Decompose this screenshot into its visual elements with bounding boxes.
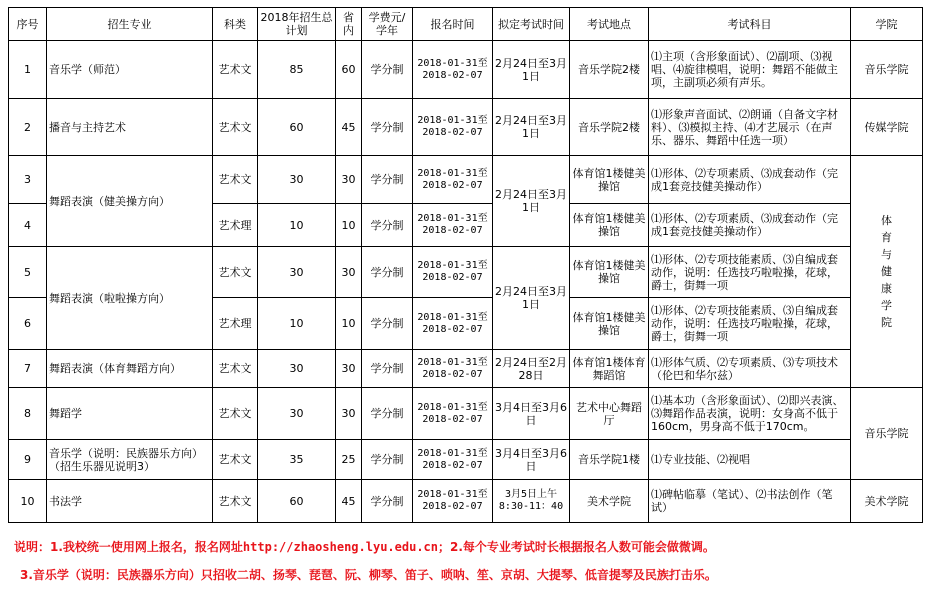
- row-plan: 60: [258, 99, 336, 156]
- row-plan: 10: [258, 298, 336, 350]
- row-location: 音乐学院2楼: [570, 99, 649, 156]
- row-subjects: ⑴主项（含形象面试）、⑵副项、⑶视唱、⑷旋律模唱，说明：舞蹈不能做主项，主副项必须有声乐。: [649, 41, 851, 99]
- row-category: 艺术文: [213, 247, 258, 298]
- table-row: [9, 156, 923, 204]
- row-category: 艺术文: [213, 350, 258, 388]
- row-major: 书法学: [47, 480, 213, 523]
- header-tuition: 学费元/学年: [362, 8, 413, 41]
- row-plan: 10: [258, 204, 336, 247]
- row-college: 音乐学院: [851, 388, 923, 480]
- row-province: 30: [336, 247, 362, 298]
- row-major: 舞蹈表演（体育舞蹈方向）: [47, 350, 213, 388]
- row-college: 音乐学院: [851, 41, 923, 99]
- table-row: [9, 440, 923, 480]
- header-college: 学院: [851, 8, 923, 41]
- row-category: 艺术文: [213, 440, 258, 480]
- row-no: 10: [9, 480, 47, 523]
- row-province: 10: [336, 204, 362, 247]
- row-no: 9: [9, 440, 47, 480]
- row-province: 10: [336, 298, 362, 350]
- row-major: 舞蹈学: [47, 388, 213, 440]
- note-1-suffix: ；2.每个专业考试时长根据报名人数可能会做微调。: [438, 540, 715, 554]
- row-no: 7: [9, 350, 47, 388]
- row-no: 2: [9, 99, 47, 156]
- row-plan: 60: [258, 480, 336, 523]
- row-subjects: ⑴形象声音面试、⑵朗诵（自备文字材料）、⑶模拟主持、⑷才艺展示（在声乐、器乐、舞蹈中任选一项）: [649, 99, 851, 156]
- row-no: 5: [9, 247, 47, 298]
- row-tuition: 学分制: [362, 156, 413, 204]
- row-location: 音乐学院2楼: [570, 41, 649, 99]
- table-row: [9, 41, 923, 99]
- row-plan: 30: [258, 247, 336, 298]
- registration-url[interactable]: http://zhaosheng.lyu.edu.cn: [242, 540, 438, 554]
- row-major: 音乐学（师范）: [47, 41, 213, 99]
- row-reg-time: 2018-01-31至2018-02-07: [413, 350, 493, 388]
- row-subjects: ⑴形体、⑵专项素质、⑶成套动作（完成1套竞技健美操动作）: [649, 156, 851, 204]
- row-category: 艺术理: [213, 204, 258, 247]
- row-reg-time: 2018-01-31至2018-02-07: [413, 204, 493, 247]
- row-subjects: ⑴形体、⑵专项技能素质、⑶自编成套动作，说明：任选技巧啦啦操，花球，爵士，街舞一项: [649, 247, 851, 298]
- row-major: 舞蹈表演（啦啦操方向）: [47, 247, 213, 350]
- row-location: 美术学院: [570, 480, 649, 523]
- row-exam-time: 2月24日至2月28日: [493, 350, 570, 388]
- row-exam-time: 3月4日至3月6日: [493, 388, 570, 440]
- row-subjects: ⑴形体、⑵专项素质、⑶成套动作（完成1套竞技健美操动作）: [649, 204, 851, 247]
- row-reg-time: 2018-01-31至2018-02-07: [413, 41, 493, 99]
- row-major: 音乐学（说明：民族器乐方向）（招生乐器见说明3）: [47, 440, 213, 480]
- row-tuition: 学分制: [362, 247, 413, 298]
- row-tuition: 学分制: [362, 41, 413, 99]
- row-category: 艺术文: [213, 156, 258, 204]
- row-plan: 35: [258, 440, 336, 480]
- row-no: 1: [9, 41, 47, 99]
- header-major: 招生专业: [47, 8, 213, 41]
- row-tuition: 学分制: [362, 204, 413, 247]
- row-plan: 30: [258, 388, 336, 440]
- header-plan: 2018年招生总计划: [258, 8, 336, 41]
- table-row: [9, 480, 923, 523]
- row-province: 25: [336, 440, 362, 480]
- row-no: 3: [9, 156, 47, 204]
- row-college: 美术学院: [851, 480, 923, 523]
- row-location: 体育馆1楼健美操馆: [570, 298, 649, 350]
- row-plan: 85: [258, 41, 336, 99]
- row-reg-time: 2018-01-31至2018-02-07: [413, 388, 493, 440]
- header-row: [9, 8, 923, 41]
- table-row: [9, 99, 923, 156]
- row-location: 艺术中心舞蹈厅: [570, 388, 649, 440]
- row-tuition: 学分制: [362, 350, 413, 388]
- row-province: 30: [336, 350, 362, 388]
- row-category: 艺术文: [213, 388, 258, 440]
- row-tuition: 学分制: [362, 480, 413, 523]
- row-exam-time: 2月24日至3月1日: [493, 41, 570, 99]
- row-category: 艺术文: [213, 99, 258, 156]
- row-category: 艺术理: [213, 298, 258, 350]
- row-tuition: 学分制: [362, 388, 413, 440]
- row-reg-time: 2018-01-31至2018-02-07: [413, 99, 493, 156]
- header-subjects: 考试科目: [649, 8, 851, 41]
- row-province: 30: [336, 156, 362, 204]
- row-category: 艺术文: [213, 480, 258, 523]
- row-plan: 30: [258, 350, 336, 388]
- row-no: 4: [9, 204, 47, 247]
- row-exam-time: 2月24日至3月1日: [493, 156, 570, 247]
- row-tuition: 学分制: [362, 298, 413, 350]
- table-row: [9, 247, 923, 298]
- header-exam-time: 拟定考试时间: [493, 8, 570, 41]
- table-row: [9, 350, 923, 388]
- row-subjects: ⑴碑帖临摹（笔试）、⑵书法创作（笔试）: [649, 480, 851, 523]
- row-college: 传媒学院: [851, 99, 923, 156]
- row-subjects: ⑴形体、⑵专项技能素质、⑶自编成套动作，说明：任选技巧啦啦操，花球，爵士，街舞一项: [649, 298, 851, 350]
- header-category: 科类: [213, 8, 258, 41]
- row-major: 播音与主持艺术: [47, 99, 213, 156]
- row-location: 体育馆1楼健美操馆: [570, 156, 649, 204]
- row-reg-time: 2018-01-31至2018-02-07: [413, 298, 493, 350]
- row-subjects: ⑴专业技能、⑵视唱: [649, 440, 851, 480]
- row-subjects: ⑴形体气质、⑵专项素质、⑶专项技术（伦巴和华尔兹）: [649, 350, 851, 388]
- admissions-table: [8, 7, 923, 523]
- row-province: 60: [336, 41, 362, 99]
- row-exam-time: 3月5日上午8:30-11：40: [493, 480, 570, 523]
- row-reg-time: 2018-01-31至2018-02-07: [413, 440, 493, 480]
- table-row: [9, 388, 923, 440]
- row-plan: 30: [258, 156, 336, 204]
- row-exam-time: 2月24日至3月1日: [493, 99, 570, 156]
- row-tuition: 学分制: [362, 99, 413, 156]
- row-subjects: ⑴基本功（含形象面试）、⑵即兴表演、⑶舞蹈作品表演，说明：女身高不低于160cm，男身高不低于170cm。: [649, 388, 851, 440]
- row-reg-time: 2018-01-31至2018-02-07: [413, 247, 493, 298]
- note-line-2: 3.音乐学（说明：民族器乐方向）只招收二胡、扬琴、琵琶、阮、柳琴、笛子、唢呐、笙、京胡、大提琴、低音提琴及民族打击乐。: [20, 568, 717, 582]
- header-province: 省内: [336, 8, 362, 41]
- row-major: 舞蹈表演（健美操方向）: [47, 156, 213, 247]
- note-line-1: [14, 538, 715, 555]
- header-no: 序号: [9, 8, 47, 41]
- row-college: [851, 156, 923, 388]
- row-reg-time: 2018-01-31至2018-02-07: [413, 156, 493, 204]
- row-category: 艺术文: [213, 41, 258, 99]
- row-exam-time: 3月4日至3月6日: [493, 440, 570, 480]
- row-tuition: 学分制: [362, 440, 413, 480]
- header-reg-time: 报名时间: [413, 8, 493, 41]
- row-location: 体育馆1楼体育舞蹈馆: [570, 350, 649, 388]
- row-no: 6: [9, 298, 47, 350]
- row-province: 30: [336, 388, 362, 440]
- row-exam-time: 2月24日至3月1日: [493, 247, 570, 350]
- row-province: 45: [336, 99, 362, 156]
- row-province: 45: [336, 480, 362, 523]
- header-location: 考试地点: [570, 8, 649, 41]
- college-vertical-text: 体育与健康学院: [881, 214, 892, 329]
- row-reg-time: 2018-01-31至2018-02-07: [413, 480, 493, 523]
- row-location: 体育馆1楼健美操馆: [570, 204, 649, 247]
- row-location: 体育馆1楼健美操馆: [570, 247, 649, 298]
- note-1-prefix: 说明：1.我校统一使用网上报名，报名网址: [14, 540, 243, 554]
- row-location: 音乐学院1楼: [570, 440, 649, 480]
- row-no: 8: [9, 388, 47, 440]
